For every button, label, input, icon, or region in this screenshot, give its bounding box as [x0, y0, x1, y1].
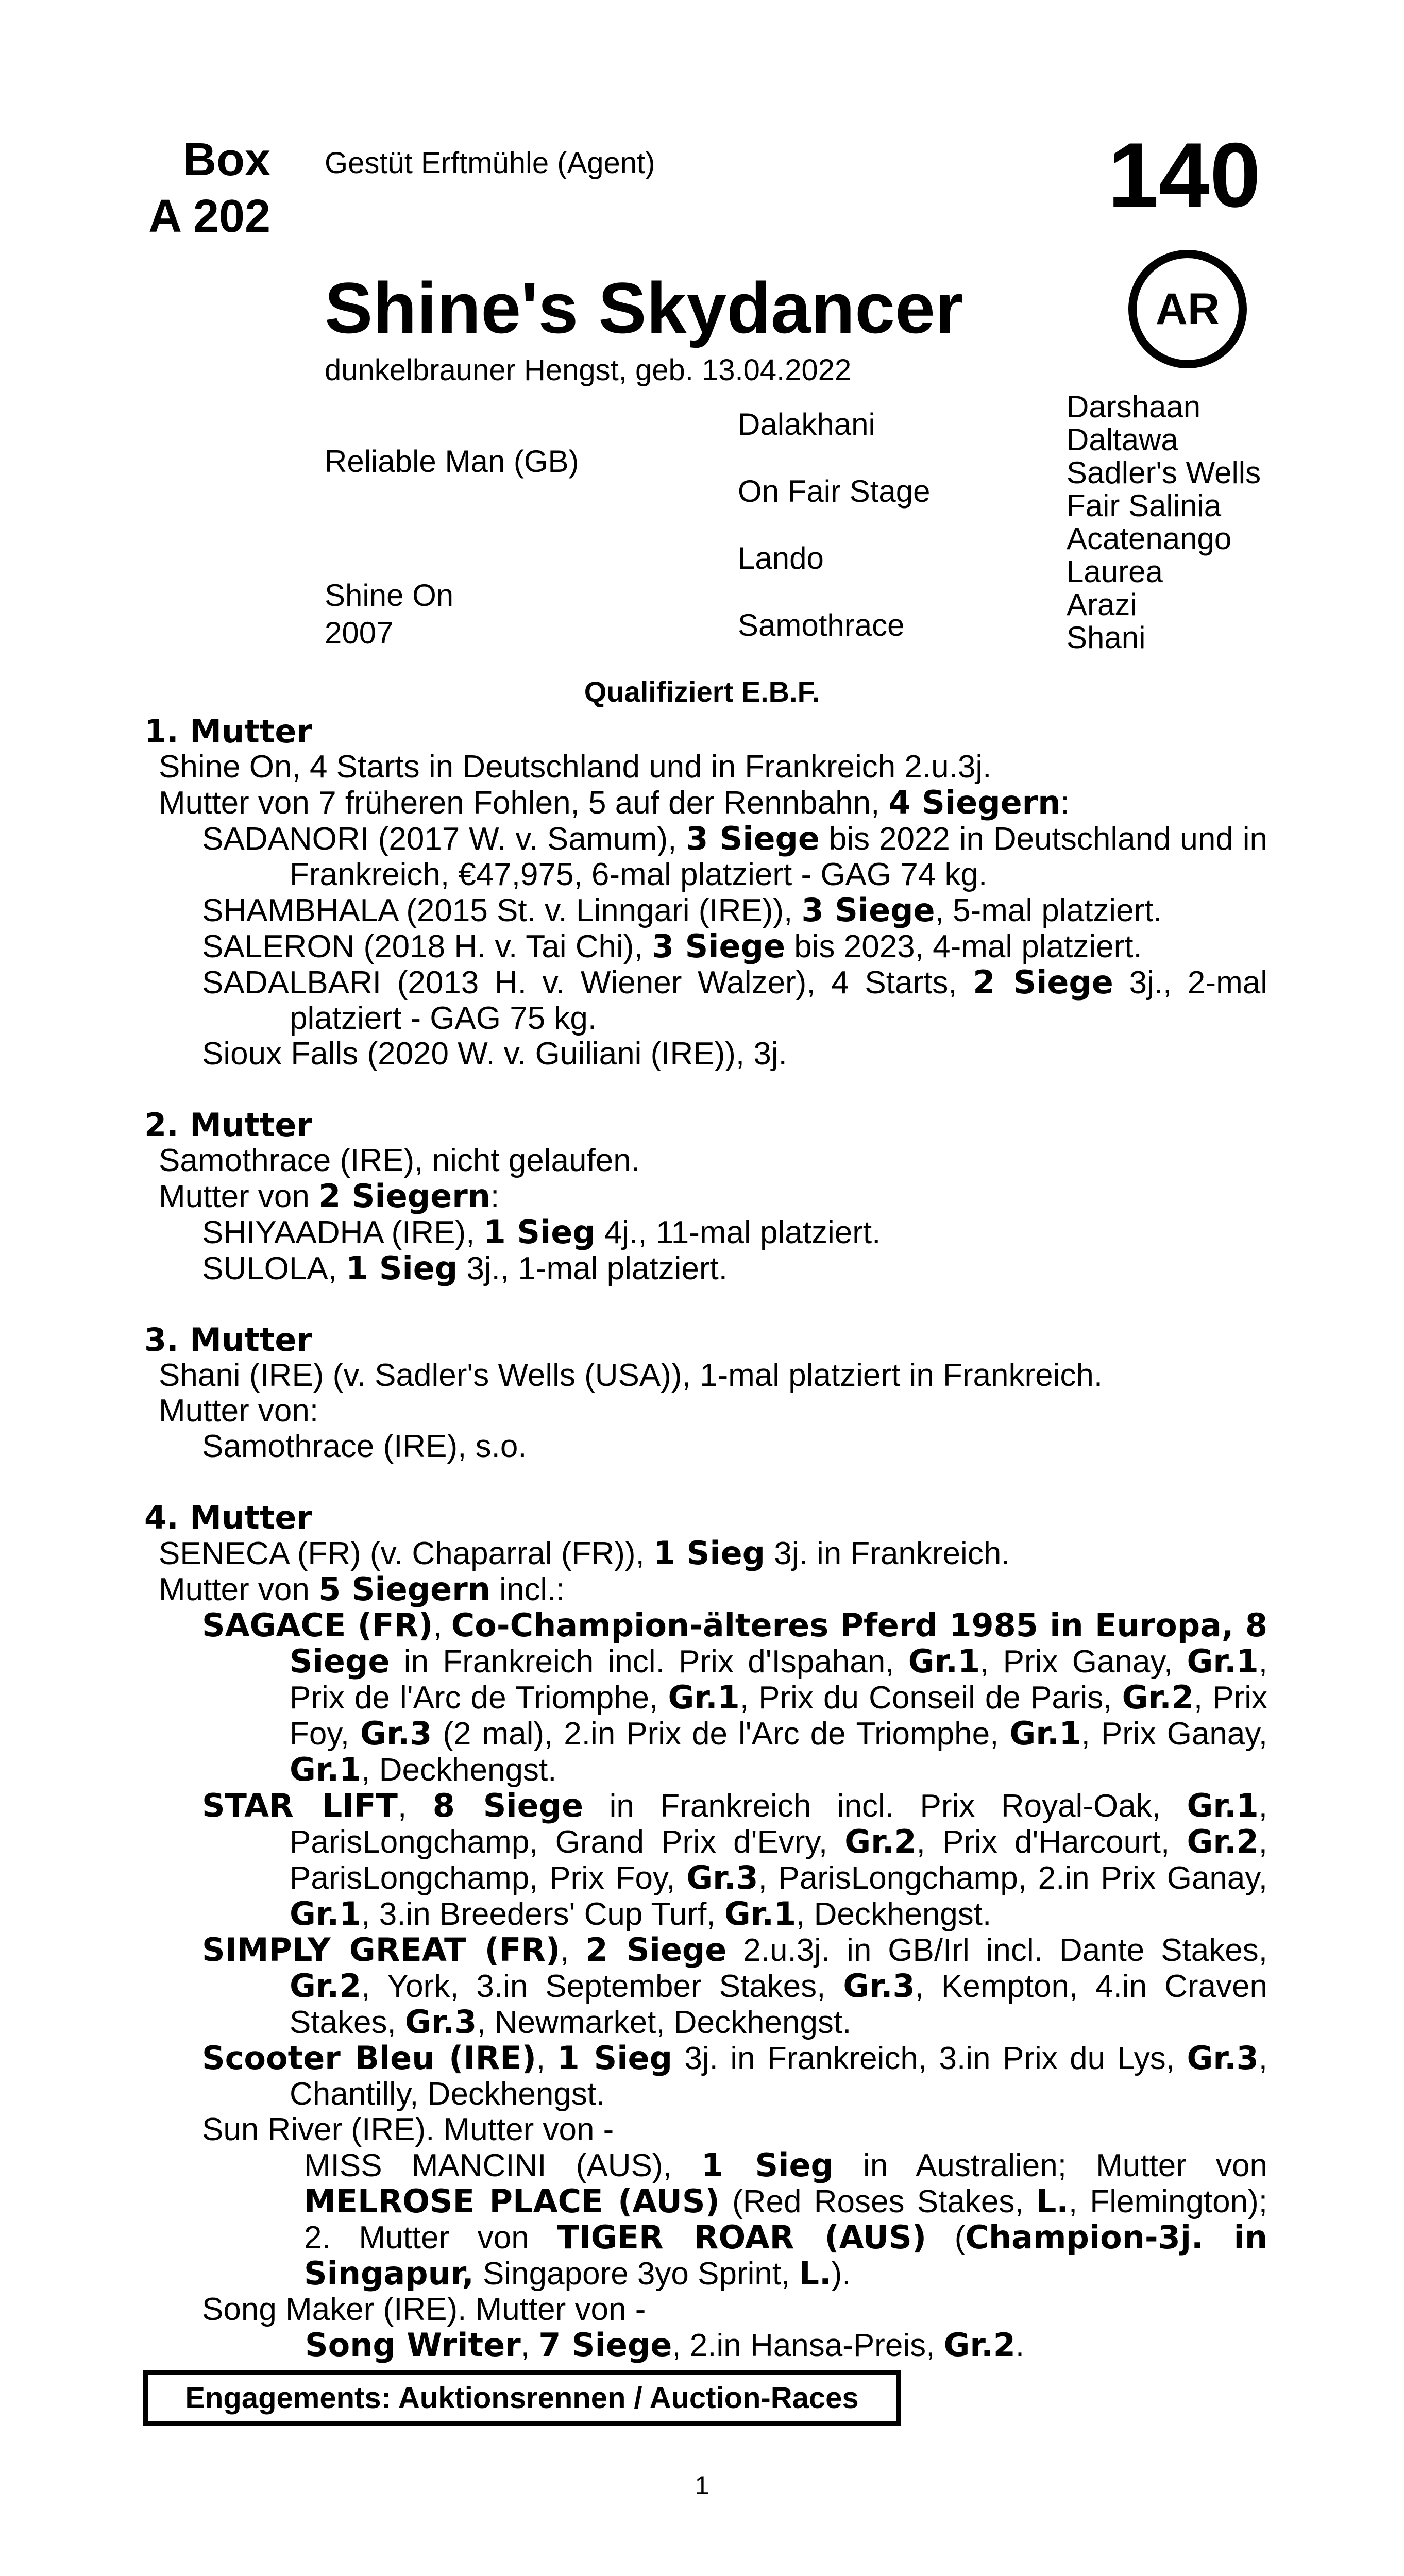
dam-year: 2007	[325, 616, 394, 650]
section-second-dam	[144, 1107, 1267, 1286]
sire-dam: On Fair Stage	[738, 474, 931, 509]
family-sections	[144, 714, 1267, 2363]
gen3-ancestor: Daltawa	[1067, 422, 1178, 457]
gen3-ancestor: Darshaan	[1067, 389, 1201, 424]
offspring-entry: SALERON (2018 H. v. Tai Chi), 3 Siege bis 2023, 4-mal platziert.	[202, 927, 1142, 965]
breeder: Gestüt Erftmühle (Agent)	[325, 146, 655, 180]
dam-record: Shine On, 4 Starts in Deutschland und in Frankreich 2.u.3j.	[159, 749, 992, 785]
dam-record: Shani (IRE) (v. Sadler's Wells (USA)), 1-mal platziert in Frankreich.	[159, 1358, 1103, 1393]
offspring-entry: Samothrace (IRE), s.o.	[202, 1429, 527, 1464]
page-number: 1	[695, 2471, 709, 2500]
offspring-entry: Sun River (IRE). Mutter von -	[202, 2112, 614, 2147]
engagements-text: Engagements: Auktionsrennen / Auction-Races	[185, 2381, 859, 2415]
section-heading: 1. Mutter	[144, 713, 313, 750]
offspring-entry: SHAMBHALA (2015 St. v. Linngari (IRE)), 3 Siege, 5-mal platziert.	[202, 891, 1162, 929]
box-label: Box	[182, 134, 270, 185]
produce-summary: Mutter von 5 Siegern incl.:	[159, 1570, 565, 1608]
engagements-box	[143, 2370, 901, 2426]
dam-record: Samothrace (IRE), nicht gelaufen.	[159, 1143, 640, 1178]
produce-summary: Mutter von 2 Siegern:	[159, 1177, 500, 1215]
sire-sire: Dalakhani	[738, 407, 875, 442]
badge-text: AR	[1155, 284, 1220, 334]
gen3-ancestor: Sadler's Wells	[1067, 455, 1261, 490]
section-first-dam	[144, 714, 1267, 1072]
offspring-entry: Song Maker (IRE). Mutter von -	[202, 2292, 646, 2327]
offspring-entry: Sioux Falls (2020 W. v. Guiliani (IRE)), 3j.	[202, 1036, 787, 1072]
offspring-entry: SAGACE (FR), Co-Champion-älteres Pferd 1985 in Europa, 8 Siege in Frankreich incl. Prix d'Ispahan, Gr.1, Prix Ganay, Gr.1, Prix de l'Arc de Triomphe, Gr.1, Prix du Conseil de Paris, Gr.2, Prix Foy, Gr.3 (2 mal), 2.in Prix de l'Arc de Triomphe, Gr.1, Prix Ganay, Gr.1, Deckhengst.	[202, 1606, 1268, 1788]
section-fourth-dam	[144, 1500, 1267, 2363]
gen3-ancestor: Acatenango	[1067, 521, 1232, 556]
dam: Shine On	[325, 578, 454, 613]
gen3-ancestor: Shani	[1067, 620, 1146, 655]
offspring-entry: STAR LIFT, 8 Siege in Frankreich incl. Prix Royal-Oak, Gr.1, ParisLongchamp, Grand Prix d'Evry, Gr.2, Prix d'Harcourt, Gr.2, ParisLongchamp, Prix Foy, Gr.3, ParisLongchamp, 2.in Prix Ganay, Gr.1, 3.in Breeders' Cup Turf, Gr.1, Deckhengst.	[202, 1787, 1267, 1933]
horse-name: Shine's Skydancer	[325, 267, 963, 348]
box-number: A 202	[148, 191, 270, 242]
box-location	[103, 131, 270, 245]
qualification: Qualifiziert E.B.F.	[584, 675, 820, 708]
ar-badge	[1128, 250, 1247, 368]
horse-description: dunkelbrauner Hengst, geb. 13.04.2022	[325, 353, 852, 387]
grand-offspring-entry: Song Writer, 7 Siege, 2.in Hansa-Preis, Gr.2.	[305, 2326, 1025, 2364]
gen3-ancestor: Arazi	[1067, 587, 1137, 622]
dam-dam: Samothrace	[738, 608, 905, 642]
dam-record: SENECA (FR) (v. Chaparral (FR)), 1 Sieg 3j. in Frankreich.	[159, 1534, 1010, 1572]
produce-summary: Mutter von 7 früheren Fohlen, 5 auf der Rennbahn, 4 Siegern:	[159, 784, 1070, 821]
produce-summary: Mutter von:	[159, 1393, 319, 1429]
offspring-entry: SADALBARI (2013 H. v. Wiener Walzer), 4 Starts, 2 Siege 3j., 2-mal platziert - GAG 75 kg.	[202, 963, 1267, 1036]
gen3-ancestor: Fair Salinia	[1067, 488, 1222, 523]
offspring-entry: SADANORI (2017 W. v. Samum), 3 Siege bis 2022 in Deutschland und in Frankreich, €47,975, 6-mal platziert - GAG 74 kg.	[202, 820, 1267, 892]
section-heading: 2. Mutter	[144, 1106, 313, 1144]
grand-offspring-entry: MISS MANCINI (AUS), 1 Sieg in Australien; Mutter von MELROSE PLACE (AUS) (Red Roses Stakes, L., Flemington); 2. Mutter von TIGER ROAR (AUS) (Champion-3j. in Singapur, Singapore 3yo Sprint, L.).	[304, 2146, 1268, 2292]
section-third-dam	[144, 1322, 1267, 1464]
offspring-entry: SIMPLY GREAT (FR), 2 Siege 2.u.3j. in GB/Irl incl. Dante Stakes, Gr.2, York, 3.in September Stakes, Gr.3, Kempton, 4.in Craven Stakes, Gr.3, Newmarket, Deckhengst.	[202, 1931, 1268, 2041]
section-heading: 3. Mutter	[144, 1321, 313, 1359]
dam-sire: Lando	[738, 541, 824, 575]
gen3-ancestor: Laurea	[1067, 554, 1163, 589]
offspring-entry: SULOLA, 1 Sieg 3j., 1-mal platziert.	[202, 1249, 728, 1287]
offspring-entry: SHIYAADHA (IRE), 1 Sieg 4j., 11-mal platziert.	[202, 1213, 881, 1251]
sire: Reliable Man (GB)	[325, 444, 579, 479]
section-heading: 4. Mutter	[144, 1499, 313, 1536]
lot-number: 140	[1108, 124, 1261, 226]
offspring-entry: Scooter Bleu (IRE), 1 Sieg 3j. in Frankreich, 3.in Prix du Lys, Gr.3, Chantilly, Deckhengst.	[202, 2039, 1267, 2112]
